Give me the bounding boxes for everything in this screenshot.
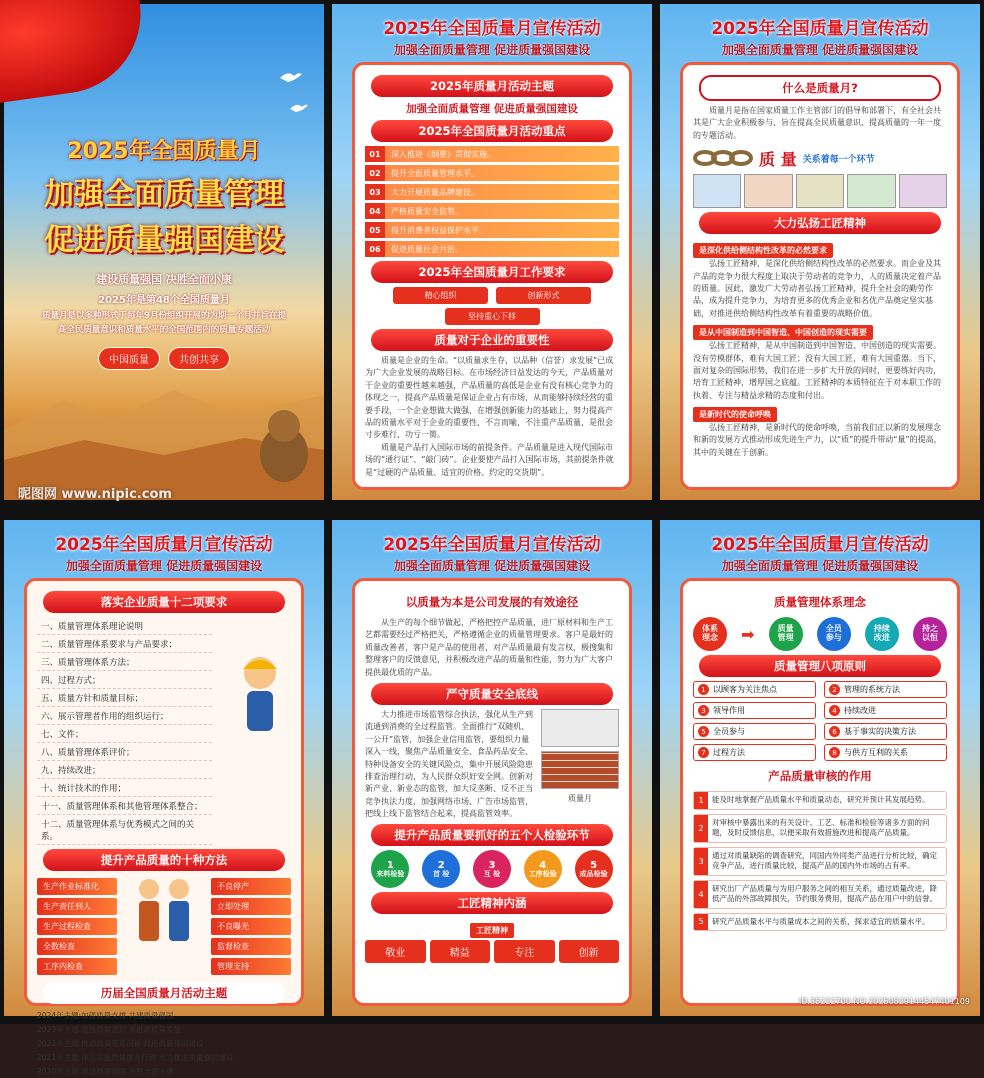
principle-item — [693, 723, 816, 740]
principle-text: 管理的系统方法 — [844, 685, 900, 694]
principles-bar: 质量管理八项原则 — [699, 655, 941, 677]
poster-title: 2025年全国质量月宣传活动 — [383, 535, 601, 555]
red-flag-ribbon — [0, 0, 151, 105]
history-item: 2023年主题:增强质量意识 推进高质量发展 — [37, 1024, 181, 1034]
chain-quality-label: 质 量 — [759, 149, 797, 169]
focus-item — [365, 165, 619, 181]
principle-number: 5 — [698, 726, 709, 737]
history-item: 2022年主题:推动质量变革创新 促进质量强国建设 — [37, 1038, 204, 1048]
safety-illustration — [541, 709, 619, 821]
cover-line1: 加强全面质量管理 — [44, 177, 284, 212]
twelve-bar: 落实企业质量十二项要求 — [43, 591, 285, 613]
req-grassroots: 坚持重心下移 — [445, 308, 540, 325]
principle-number: 6 — [829, 726, 840, 737]
chain-icon — [693, 146, 753, 170]
stone-lion-icon — [254, 404, 314, 484]
audit-list — [693, 791, 947, 931]
section-1-text: 弘扬工匠精神，是深化供给侧结构性改革的必然要求。而企业及其产品的竞争力很大程度上取决于劳动者的竞争力，人的质量决定着产品的质量。因此，激发广大劳动者弘扬工匠精神，提升全社会的勤劳作品，成为提升竞争力，为培育更多的优秀企业和名优产品奠定坚实基础，对推进供给侧结构性改革有着重要的战略价值。 — [693, 259, 941, 318]
safety-bar: 严守质量安全底线 — [371, 683, 613, 705]
method-left: 工序内检查 — [37, 958, 117, 975]
check-label: 工序检验 — [528, 870, 557, 879]
audit-item — [693, 814, 947, 843]
section-2-chip: 是从中国制造到中国智造、中国创造的现实需要 — [693, 325, 873, 340]
safety-text: 大力推进市场监管综合执法，强化从生产到流通到消费的全过程监管。全面推行“双随机、一公开”监管，加强企业信用监管，要组织力量深入一线，聚焦产品质量安全、食品药品安全、特种设备安全的关键风险点，集中开展风险隐患排查治理行动，为人民群众织好安全网。创新对新产业、新业态的监管，加大反垄断、反不正当竞争执法力度，加强网络市场、广告市场监管，把线上线下监管结合起来，提高监管效率。 — [365, 709, 533, 819]
requirement-item: 六、展示管理者作用的组织运行； — [37, 707, 212, 725]
focus-text: 深入推进《纲要》贯彻实施。 — [385, 146, 619, 162]
principle-number: 3 — [698, 705, 709, 716]
principle-item — [693, 744, 816, 761]
focus-item — [365, 241, 619, 257]
principle-number: 1 — [698, 684, 709, 695]
principle-text: 领导作用 — [713, 706, 745, 715]
content-card — [352, 578, 632, 1006]
ten-methods-bar: 提升产品质量的十种方法 — [43, 849, 285, 871]
requirement-item: 九、持续改进； — [37, 761, 212, 779]
requirement-item: 八、质量管理体系评价； — [37, 743, 212, 761]
check-circle — [524, 850, 562, 888]
section-2-text: 弘扬工匠精神，是从中国制造到中国智造、中国创造的现实需要。没有劳模群体，难有大国工匠；没有大国工匠，难有大国重器。当下，面对复杂的国际形势，我们在进一步扩大开放的同时，更要练好内功，培育工匠精神，增厚国之底蕴。工匠精神的本质特征在于对本职工作的执着、专注与精益求精的态度和付出。 — [693, 341, 941, 400]
requirements-bar: 2025年全国质量月工作要求 — [371, 261, 613, 283]
principle-item — [824, 744, 947, 761]
requirement-item: 七、文件； — [37, 725, 212, 743]
method-left: 生产作业标准化 — [37, 878, 117, 895]
check-circle — [422, 850, 460, 888]
dove-icon — [280, 70, 302, 84]
method-right: 管理支持 — [211, 958, 291, 975]
importance-text-2: 质量是产品打入国际市场的前提条件。产品质量是进入现代国际市场的“通行证”、“敲门砖”。企业要使产品打入国际市场，其前提条件就是“过硬的产品质量、适宜的价格、约定的交货期”。 — [365, 442, 614, 477]
history-item: 2024年主题:加强质量支撑 共建质量强国 — [37, 1010, 174, 1020]
cover-year-title: 2025年全国质量月 — [67, 139, 261, 164]
method-right: 监督检查 — [211, 938, 291, 955]
check-circle — [575, 850, 613, 888]
importance-bar: 质量对于企业的重要性 — [371, 329, 613, 351]
audit-text: 研究产品质量水平与质量成本之间的关系，探求适宜的质量水平。 — [712, 916, 930, 926]
worker-mascot-icon — [235, 651, 285, 741]
focus-number: 05 — [365, 222, 385, 238]
check-label: 来料检验 — [376, 870, 405, 879]
section-3-chip: 是新时代的使命呼唤 — [693, 407, 777, 422]
theme-bar: 2025年质量月活动主题 — [371, 75, 613, 97]
principles-grid — [693, 681, 947, 761]
dove-icon — [290, 102, 308, 114]
image-id-watermark: ID:35222700 NO:20250829144547401109 — [798, 997, 970, 1006]
focus-text: 提升全面质量管理水平。 — [385, 165, 619, 181]
poster-theme — [332, 4, 652, 500]
poster-subtitle: 加强全面质量管理 促进质量强国建设 — [721, 43, 919, 57]
audit-number: 4 — [694, 881, 708, 908]
history-bar: 历届全国质量月活动主题 — [43, 982, 285, 1004]
twelve-list — [37, 617, 212, 845]
right-methods — [211, 875, 291, 978]
focus-text: 大力开展质量品牌建设。 — [385, 184, 619, 200]
check-number: 4 — [539, 860, 547, 872]
content-card — [24, 578, 304, 1076]
content-card — [680, 578, 960, 1006]
method-left: 生产过程检查 — [37, 918, 117, 935]
audit-item — [693, 880, 947, 909]
poster-title: 2025年全国质量月宣传活动 — [711, 535, 929, 555]
check-circle — [473, 850, 511, 888]
poster-title: 2025年全国质量月宣传活动 — [383, 19, 601, 39]
method-left: 生产责任到人 — [37, 898, 117, 915]
method-right: 不良停产 — [211, 878, 291, 895]
concept-circle: 全员 参与 — [817, 617, 851, 651]
principle-number: 4 — [829, 705, 840, 716]
check-number: 3 — [488, 860, 496, 872]
focus-item — [365, 222, 619, 238]
principle-text: 全员参与 — [713, 727, 745, 736]
five-checks — [365, 850, 619, 888]
req-innovate: 创新形式 — [496, 287, 591, 304]
audit-number: 2 — [694, 815, 708, 842]
focus-list — [365, 146, 619, 257]
chain-illustration — [693, 146, 947, 170]
check-label: 首 检 — [432, 870, 450, 879]
quality-month-label: 质量月 — [568, 793, 592, 803]
cover-line2: 促进质量强国建设 — [44, 223, 284, 258]
req-organize: 精心组织 — [393, 287, 488, 304]
focus-text: 严格质量安全监管。 — [385, 203, 619, 219]
principle-text: 过程方法 — [713, 748, 745, 757]
principle-item — [824, 723, 947, 740]
principle-text: 基于事实的决策方法 — [844, 727, 916, 736]
left-methods — [37, 875, 117, 978]
content-card — [680, 62, 960, 490]
focus-number: 03 — [365, 184, 385, 200]
craft-bar: 工匠精神内涵 — [371, 892, 613, 914]
audit-number: 1 — [694, 792, 708, 809]
poster-subtitle: 加强全面质量管理 促进质量强国建设 — [65, 559, 263, 573]
requirement-item: 五、质量方针和质量目标； — [37, 689, 212, 707]
principle-item — [824, 702, 947, 719]
what-bar: 什么是质量月? — [699, 75, 941, 101]
concept-bar: 质量管理体系理念 — [699, 591, 941, 613]
requirement-item: 十、统计技术的作用； — [37, 779, 212, 797]
workers-illustration — [693, 174, 947, 208]
check-circle — [371, 850, 409, 888]
principle-number: 7 — [698, 747, 709, 758]
concept-circle: 持之 以恒 — [913, 617, 947, 651]
audit-text: 能及时地掌握产品质量水平和质量动态，研究并预计其发展趋势。 — [712, 795, 930, 804]
craft-item: 创新 — [559, 940, 620, 963]
craft-item: 精益 — [430, 940, 491, 963]
audit-number: 5 — [694, 914, 708, 931]
check-number: 1 — [386, 860, 394, 872]
principle-text: 以顾客为关注焦点 — [713, 685, 777, 694]
check-number: 5 — [590, 860, 598, 872]
audit-number: 3 — [694, 848, 708, 875]
method-left: 全数检查 — [37, 938, 117, 955]
principle-number: 8 — [829, 747, 840, 758]
what-text: 质量月是指在国家质量工作主管部门的倡导和部署下，有全社会共其是广大企业积极参与、旨在提高全民质量意识、提高质量的一年一度的专题活动。 — [693, 106, 941, 140]
path-bar: 以质量为本是公司发展的有效途径 — [371, 591, 613, 613]
focus-number: 06 — [365, 241, 385, 257]
concept-row — [693, 617, 947, 651]
check-label: 互 检 — [483, 870, 501, 879]
concept-circle: 持续 改进 — [865, 617, 899, 651]
focus-bar: 2025年全国质量月活动重点 — [371, 120, 613, 142]
cover-desc: 质量月是以多种形式于每年9月份组织开展的为期一个月并旨在提高全民质量意识和质量水平的全国范围内的质量专题活动 — [42, 311, 286, 335]
craft-items — [365, 940, 619, 963]
cover-pill-share: 共创共享 — [168, 347, 230, 370]
requirement-item: 三、质量管理体系方法； — [37, 653, 212, 671]
cover-tagline: 建设质量强国 决胜全面小康 — [96, 273, 232, 286]
history-item: 2021年主题:深入实施质量提升行动 大力推进质量强国建设 — [37, 1052, 234, 1062]
focus-number: 01 — [365, 146, 385, 162]
requirement-item: 四、过程方式； — [37, 671, 212, 689]
arrow-right-icon: ➡ — [741, 624, 755, 644]
principle-number: 2 — [829, 684, 840, 695]
two-workers-icon — [129, 875, 199, 959]
theme-text: 加强全面质量管理 促进质量强国建设 — [406, 103, 578, 115]
history-item: 2020年主题:建设质量强国 决胜全面小康 — [37, 1066, 174, 1076]
principle-item — [824, 681, 947, 698]
concept-circle: 质量 管理 — [769, 617, 803, 651]
audit-bar: 产品质量审核的作用 — [699, 765, 941, 787]
focus-item — [365, 203, 619, 219]
poster-title: 2025年全国质量月宣传活动 — [711, 19, 929, 39]
cover-pill-quality: 中国质量 — [98, 347, 160, 370]
audit-text: 研究出厂产品质量与为用户服务之间的相互关系，通过质量改进，降低产品的外部故障损失，节约服务费用，提高产品在用户中的信誉。 — [712, 883, 937, 903]
concept-start: 体系 理念 — [693, 617, 727, 651]
poster-requirements — [4, 520, 324, 1076]
history-list — [37, 1008, 291, 1078]
poster-safety — [332, 520, 652, 1016]
requirement-item: 十一、质量管理体系和其他管理体系整合； — [37, 797, 212, 815]
poster-cover — [4, 4, 324, 500]
poster-management — [660, 520, 980, 1016]
requirement-item: 一、质量管理体系理论说明 — [37, 617, 212, 635]
focus-number: 02 — [365, 165, 385, 181]
poster-subtitle: 加强全面质量管理 促进质量强国建设 — [393, 559, 591, 573]
craft-bar: 大力弘扬工匠精神 — [699, 212, 941, 234]
audit-text: 通过对质量缺陷的调查研究，同国内外同类产品进行分析比较，确定竞争产品，进行质量比较，提高产品的国内外市场的占有率。 — [712, 850, 937, 870]
chain-sub-label: 关系着每一个环节 — [802, 154, 875, 165]
craft-center: 工匠精神 — [470, 923, 514, 938]
audit-item — [693, 913, 947, 932]
section-1-chip: 是深化供给侧结构性改革的必然要求 — [693, 243, 833, 258]
requirement-item: 二、质量管理体系要求与产品要求； — [37, 635, 212, 653]
importance-text-1: 质量是企业的生命。“以质量求生存，以品种（信誉）求发展”已成为广大企业发展的战略目标。在市场经济日益发达的今天，产品质量对于企业的重要性越来越强，产品质量的高低是企业有没有核心竞争力的体现之一，提高产品质量是保证企业占有市场，从而能够持续经营的重要手段，一个企业想做大做强，在增强创新能力的基础上，努力提高产品的质量水平对于企业的重要性，不言而喻，不注重产品质量，是很会寸步难行，功亏一篑。 — [365, 356, 614, 440]
poster-title: 2025年全国质量月宣传活动 — [55, 535, 273, 555]
principle-item — [693, 702, 816, 719]
focus-item — [365, 146, 619, 162]
principle-item — [693, 681, 816, 698]
principle-text: 持续改进 — [844, 706, 876, 715]
check-number: 2 — [437, 860, 445, 872]
poster-subtitle: 加强全面质量管理 促进质量强国建设 — [721, 559, 919, 573]
focus-number: 04 — [365, 203, 385, 219]
craft-item: 敬业 — [365, 940, 426, 963]
path-text: 从生产的每个细节做起，严格把控产品质量，进厂原材料和生产工艺都需要经过严格把关，严格遵循企业的质量管理要求。客户是最好的质量改善者，客户是产品的使用者，对产品质量最有发言权，极搜集和整理客户的反馈意见，并积极改进产品的质量和性能，努力为广大客户提供最优质的产品。 — [365, 618, 613, 677]
poster-craftsmanship — [660, 4, 980, 500]
requirement-item: 十二、质量管理体系与优秀模式之间的关系。 — [37, 815, 212, 845]
audit-text: 对审核中暴露出来的有关设计、工艺、标准和检验等诸多方面的问题，及时反馈信息，以便采取有效措施改进和提高产品质量。 — [712, 817, 930, 837]
check-label: 成品检验 — [579, 870, 608, 879]
focus-item — [365, 184, 619, 200]
site-logo: 昵图网 www.nipic.com — [18, 487, 172, 502]
focus-text: 促进质量社会共治。 — [385, 241, 619, 257]
audit-item — [693, 791, 947, 810]
section-3-text: 弘扬工匠精神，是新时代的使命呼唤，当前我们正以新的发展理念和新的发展方式推动形成先进生产力，以“质”的提升带动“量”的提高，其中的关键在于创新。 — [693, 423, 942, 457]
method-right: 不良曝光 — [211, 918, 291, 935]
poster-subtitle: 加强全面质量管理 促进质量强国建设 — [393, 43, 591, 57]
content-card — [352, 62, 632, 490]
five-checks-bar: 提升产品质量要抓好的五个人检验环节 — [371, 824, 613, 846]
focus-text: 提升消费者权益保护水平。 — [385, 222, 619, 238]
principle-text: 与供方互利的关系 — [844, 748, 908, 757]
audit-item — [693, 847, 947, 876]
method-right: 立即处理 — [211, 898, 291, 915]
craft-item: 专注 — [494, 940, 555, 963]
cover-edition: 2025年是第48个全国质量月 — [98, 295, 230, 306]
